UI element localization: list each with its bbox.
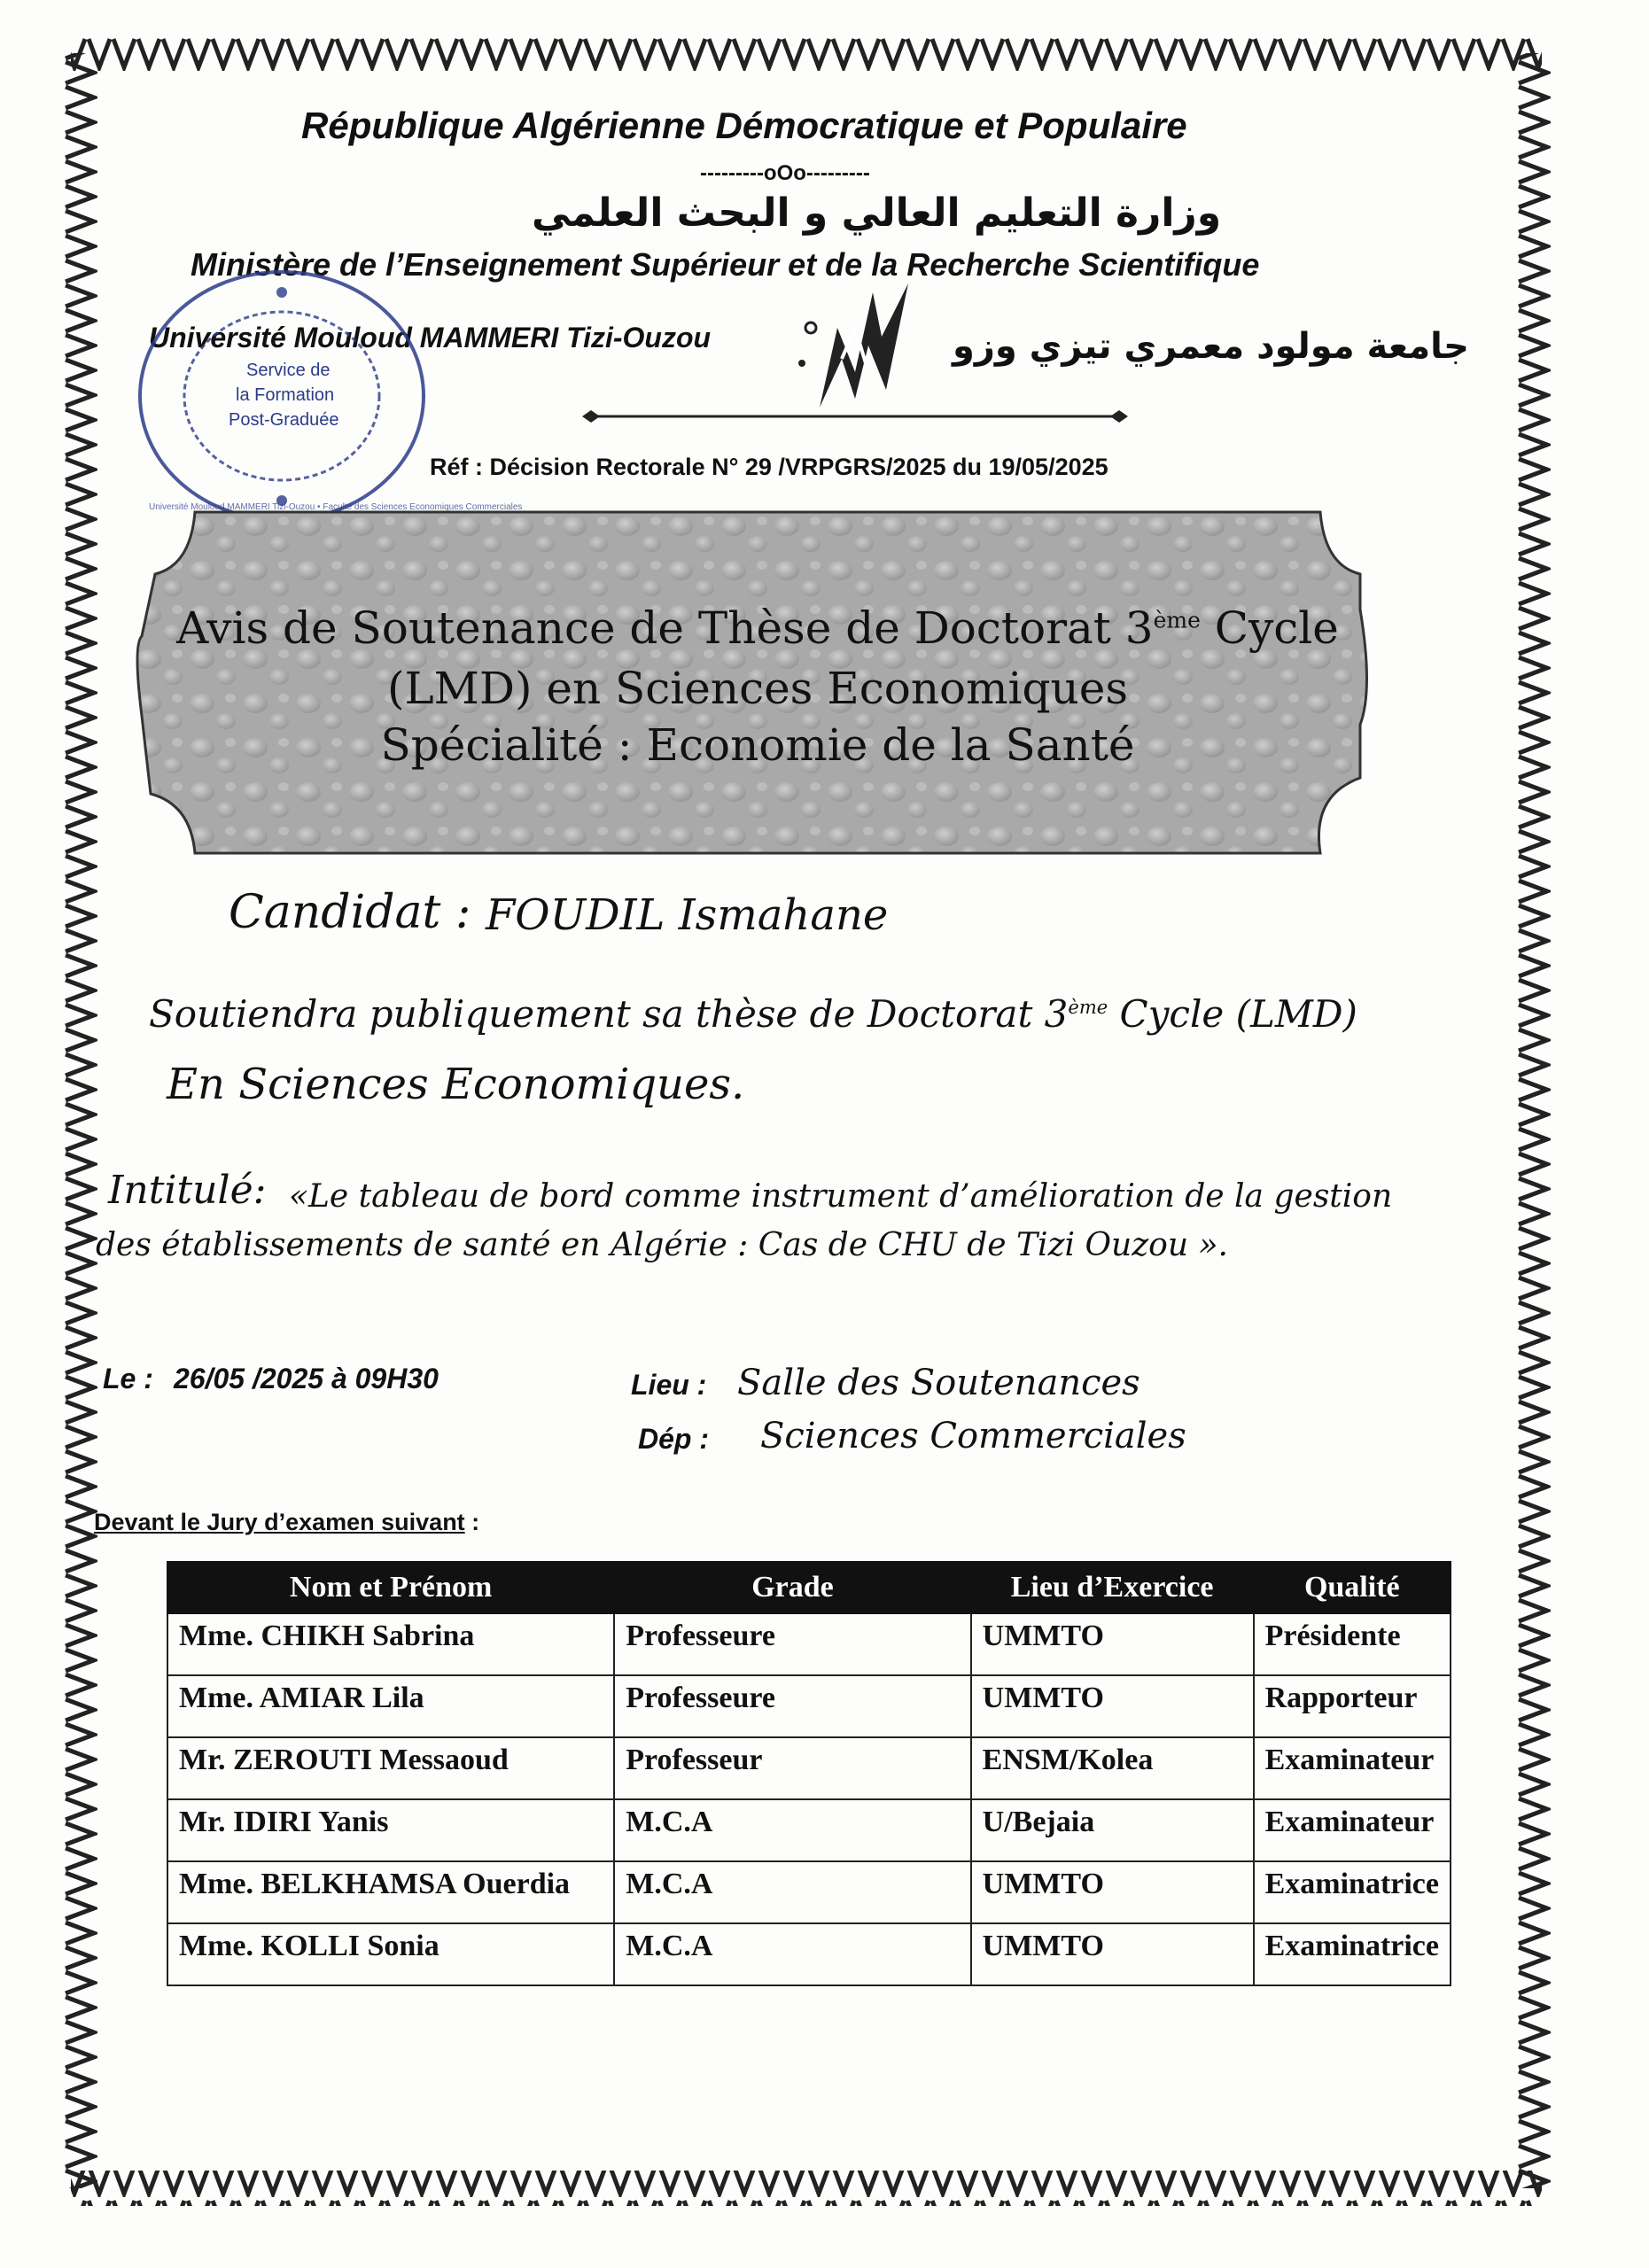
banner-line-1-sup: ème	[1153, 607, 1201, 633]
jury-role: Examinatrice	[1254, 1923, 1451, 1985]
jury-grade: M.C.A	[614, 1799, 970, 1861]
title-label: Intitulé:	[108, 1168, 267, 1213]
official-stamp	[131, 261, 523, 532]
table-row	[167, 1675, 1451, 1737]
jury-name: Mme. AMIAR Lila	[167, 1675, 614, 1737]
jury-table-header	[167, 1562, 1451, 1613]
jury-heading-text: Devant le Jury d’examen suivant	[94, 1509, 465, 1535]
jury-location: ENSM/Kolea	[971, 1737, 1254, 1799]
jury-name: Mme. BELKHAMSA Ouerdia	[167, 1861, 614, 1923]
title-line-1: «Le tableau de bord comme instrument d’amélioration de la gestion	[289, 1178, 1393, 1215]
statement-line-2: En Sciences Economiques.	[167, 1060, 745, 1109]
stamp-line-3: Post-Graduée	[229, 410, 339, 430]
table-row	[167, 1737, 1451, 1799]
stamp-line-1: Service de	[246, 361, 331, 380]
jury-role: Présidente	[1254, 1613, 1451, 1675]
jury-grade: M.C.A	[614, 1923, 970, 1985]
title-line-2: des établissements de santé en Algérie : Cas de CHU de Tizi Ouzou ».	[96, 1227, 1228, 1263]
university-french: Université Mouloud MAMMERI Tizi-Ouzou	[149, 322, 712, 353]
university-arabic: جامعة مولود معمري تيزي وزو	[953, 326, 1469, 367]
table-row	[167, 1799, 1451, 1861]
place-value: Salle des Soutenances	[737, 1363, 1140, 1403]
jury-role: Examinatrice	[1254, 1861, 1451, 1923]
ministry-arabic: وزارة التعليم العالي و البحث العلمي	[532, 190, 1222, 236]
jury-location: UMMTO	[971, 1675, 1254, 1737]
jury-location: UMMTO	[971, 1861, 1254, 1923]
jury-grade: Professeure	[614, 1613, 970, 1675]
stamp-line-2: la Formation	[236, 385, 335, 405]
jury-name: Mr. ZEROUTI Messaoud	[167, 1737, 614, 1799]
statement-line-1-end: Cycle (LMD)	[1108, 992, 1357, 1036]
column-header-location: Lieu d’Exercice	[971, 1562, 1254, 1613]
department-value: Sciences Commerciales	[760, 1416, 1186, 1456]
table-row	[167, 1923, 1451, 1985]
banner-line-1-text: Avis de Soutenance de Thèse de Doctorat 3	[176, 602, 1154, 654]
column-header-name: Nom et Prénom	[167, 1562, 614, 1613]
decision-reference: Réf : Décision Rectorale N° 29 /VRPGRS/2025 du 19/05/2025	[430, 454, 1108, 480]
ministry-french: Ministère de l’Enseignement Supérieur et de la Recherche Scientifique	[191, 246, 1260, 283]
stamp-ring-text: Université Mouloud MAMMERI Tizi-Ouzou • Faculté des Sciences Economiques Commerciales	[149, 502, 523, 512]
header-divider	[580, 403, 1130, 430]
jury-role: Examinateur	[1254, 1737, 1451, 1799]
jury-name: Mr. IDIRI Yanis	[167, 1799, 614, 1861]
university-logo-icon	[784, 275, 926, 416]
jury-name: Mme. KOLLI Sonia	[167, 1923, 614, 1985]
jury-name: Mme. CHIKH Sabrina	[167, 1613, 614, 1675]
banner-line-1-end: Cycle	[1200, 602, 1339, 654]
jury-grade: Professeur	[614, 1737, 970, 1799]
jury-heading	[94, 1509, 479, 1536]
jury-location: U/Bejaia	[971, 1799, 1254, 1861]
jury-location: UMMTO	[971, 1923, 1254, 1985]
jury-grade: M.C.A	[614, 1861, 970, 1923]
column-header-role: Qualité	[1254, 1562, 1451, 1613]
date-label: Le :	[103, 1363, 153, 1394]
banner-line-3: Spécialité : Economie de la Santé	[380, 719, 1135, 771]
statement-line-1	[149, 992, 1357, 1036]
jury-grade: Professeure	[614, 1675, 970, 1737]
jury-role: Rapporteur	[1254, 1675, 1451, 1737]
jury-table	[167, 1561, 1451, 1986]
statement-line-1-sup: ème	[1068, 997, 1108, 1018]
candidate-name: FOUDIL Ismahane	[486, 890, 889, 940]
republic-title: République Algérienne Démocratique et Populaire	[301, 105, 1187, 146]
place-label: Lieu :	[631, 1369, 707, 1401]
department-label: Dép :	[638, 1423, 709, 1455]
candidate-label: Candidat :	[229, 886, 471, 939]
banner-line-2: (LMD) en Sciences Economiques	[386, 663, 1129, 714]
table-row	[167, 1613, 1451, 1675]
date-value: 26/05 /2025 à 09H30	[174, 1363, 439, 1394]
column-header-grade: Grade	[614, 1562, 970, 1613]
jury-heading-colon: :	[464, 1509, 480, 1535]
banner-line-1	[133, 602, 1382, 654]
header-separator: ---------oOo---------	[700, 161, 870, 185]
statement-line-1-text: Soutiendra publiquement sa thèse de Doctorat 3	[149, 992, 1069, 1036]
jury-location: UMMTO	[971, 1613, 1254, 1675]
jury-role: Examinateur	[1254, 1799, 1451, 1861]
table-row	[167, 1861, 1451, 1923]
